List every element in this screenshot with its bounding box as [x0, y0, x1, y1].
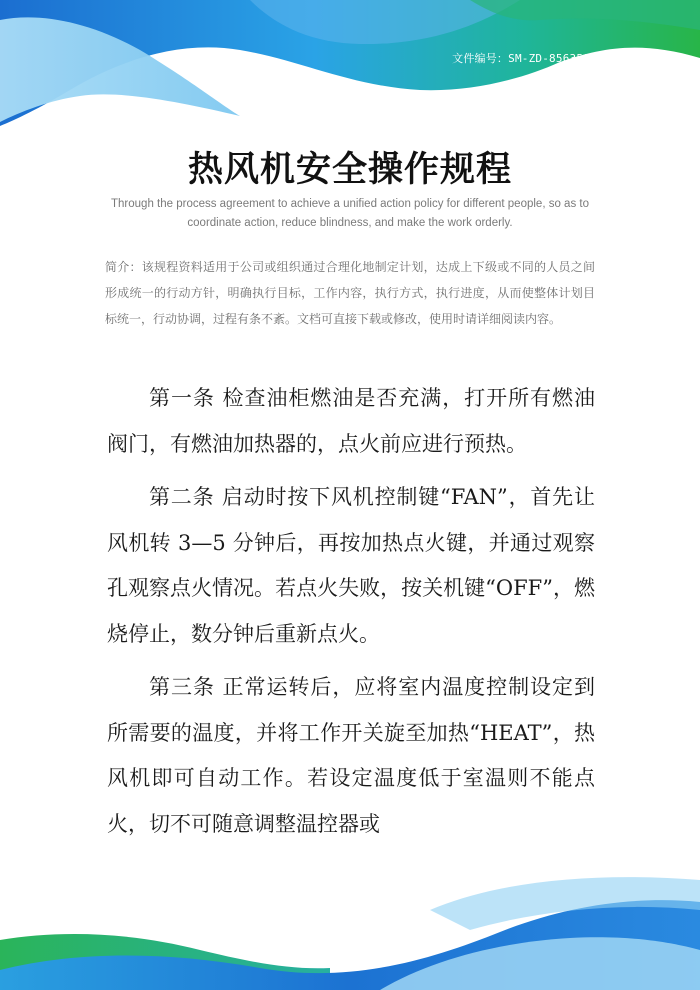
document-number: 文件编号：SM-ZD-856359 — [452, 52, 590, 65]
document-body — [107, 376, 595, 855]
top-wave-decoration — [0, 0, 700, 150]
page-title: 热风机安全操作规程 — [187, 150, 512, 190]
english-subtitle: Through the process agreement to achieve a unified action policy for different people, so as to coordinate action, reduce blindness, and make the work orderly. — [111, 198, 589, 229]
article-1: 第一条 检查油柜燃油是否充满，打开所有燃油阀门，有燃油加热器的，点火前应进行预热。 — [107, 386, 595, 456]
article-3: 第三条 正常运转后，应将室内温度控制设定到所需要的温度，并将工作开关旋至加热“HEAT”，热风机即可自动工作。若设定温度低于室温则不能点火，切不可随意调整温控器或 — [107, 675, 595, 836]
article-2: 第二条 启动时按下风机控制键“FAN”，首先让风机转 3—5 分钟后，再按加热点火键，并通过观察孔观察点火情况。若点火失败，按关机键“OFF”，燃烧停止，数分钟后重新点火。 — [107, 485, 595, 646]
bottom-wave-decoration — [0, 840, 700, 990]
summary-paragraph: 简介：该规程资料适用于公司或组织通过合理化地制定计划，达成上下级或不同的人员之间形成统一的行动方针，明确执行目标，工作内容，执行方式，执行进度，从而使整体计划目标统一，行动协调，过程有条不紊。文档可直接下载或修改，使用时请详细阅读内容。 — [105, 260, 595, 326]
